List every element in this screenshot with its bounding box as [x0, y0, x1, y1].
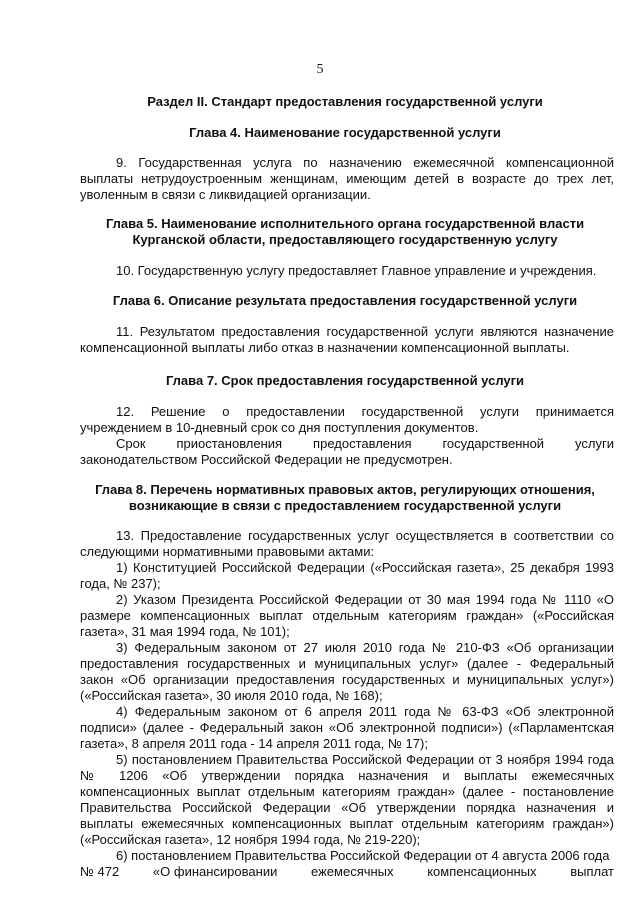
- paragraph-13: 13. Предоставление государственных услуг осуществляется в соответствии со следующими нормативными правовыми актами:: [80, 528, 614, 559]
- chapter-5-title-line-2: Курганской области, предоставляющего государственную услугу: [132, 232, 558, 247]
- chapter-8-title-line-1: Глава 8. Перечень нормативных правовых актов, регулирующих отношения,: [95, 482, 595, 497]
- word: ежемесячных: [311, 864, 394, 879]
- list-item-6-line-2: [80, 864, 614, 880]
- page-number: 5: [316, 62, 324, 77]
- word: приостановления: [176, 436, 283, 451]
- paragraph-11: 11. Результатом предоставления государственной услуги являются назначение компенсационной выплаты либо отказ в назначении компенсационной выплаты.: [80, 324, 614, 355]
- paragraph-9: 9. Государственная услуга по назначению ежемесячной компенсационной выплаты нетрудоустроенным женщинам, имеющим детей в возрасте до трех лет, уволенным в связи с ликвидацией организации.: [80, 155, 614, 202]
- chapter-6-title: Глава 6. Описание результата предоставления государственной услуги: [112, 293, 578, 308]
- suspension-line-2: законодательством Российской Федерации не предусмотрен.: [80, 452, 453, 467]
- word: Срок: [116, 436, 146, 451]
- word: № 472: [80, 864, 120, 879]
- list-item-1: 1) Конституцией Российской Федерации («Российская газета», 25 декабря 1993 года, № 237);: [80, 560, 614, 591]
- word: услуги: [575, 436, 614, 451]
- list-item-2: 2) Указом Президента Российской Федерации от 30 мая 1994 года № 1110 «О размере компенсационных выплат отдельным категориям граждан» («Российская газета», 31 мая 1994 года, № 101);: [80, 592, 614, 639]
- list-item-5: 5) постановлением Правительства Российской Федерации от 3 ноября 1994 года № 1206 «Об утверждении порядка назначения и выплаты ежемесячных компенсационных выплат отдельным категориям граждан» (далее - постановление Правительства Российской Федерации «Об утверждении порядка назначения и выплаты ежемесячных компенсационных выплат отдельным категориям граждан») («Российская газета», 12 ноября 1994 года, № 219-220);: [80, 752, 614, 847]
- list-item-3: 3) Федеральным законом от 27 июля 2010 года № 210-ФЗ «Об организации предоставления государственных и муниципальных услуг» (далее - Федеральный закон «Об организации предоставления государственных и муниципальных услуг») («Российская газета», 30 июля 2010 года, № 168);: [80, 640, 614, 703]
- paragraph-12: 12. Решение о предоставлении государственной услуги принимается учреждением в 10-дневный срок со дня поступления документов.: [80, 404, 614, 435]
- word: компенсационных: [427, 864, 537, 879]
- list-item-4: 4) Федеральным законом от 6 апреля 2011 года № 63-ФЗ «Об электронной подписи» (далее - Федеральный закон «Об электронной подписи») («Парламентская газета», 8 апреля 2011 года - 14 апреля 2011 года, № 17);: [80, 704, 614, 751]
- word: государственной: [442, 436, 545, 451]
- word: «О финансировании: [152, 864, 278, 879]
- suspension-line: [116, 436, 614, 452]
- chapter-5-title-line-1: Глава 5. Наименование исполнительного органа государственной власти: [105, 216, 585, 231]
- chapter-7-title: Глава 7. Срок предоставления государственной услуги: [165, 373, 525, 388]
- paragraph-10: 10. Государственную услугу предоставляет Главное управление и учреждения.: [116, 263, 597, 278]
- list-item-6-line-1: 6) постановлением Правительства Российской Федерации от 4 августа 2006 года: [116, 848, 610, 863]
- chapter-4-title: Глава 4. Наименование государственной услуги: [189, 125, 501, 140]
- chapter-8-title-line-2: возникающие в связи с предоставлением государственной услуги: [128, 498, 562, 513]
- word: предоставления: [313, 436, 412, 451]
- word: выплат: [570, 864, 614, 879]
- section-title: Раздел II. Стандарт предоставления государственной услуги: [147, 94, 543, 109]
